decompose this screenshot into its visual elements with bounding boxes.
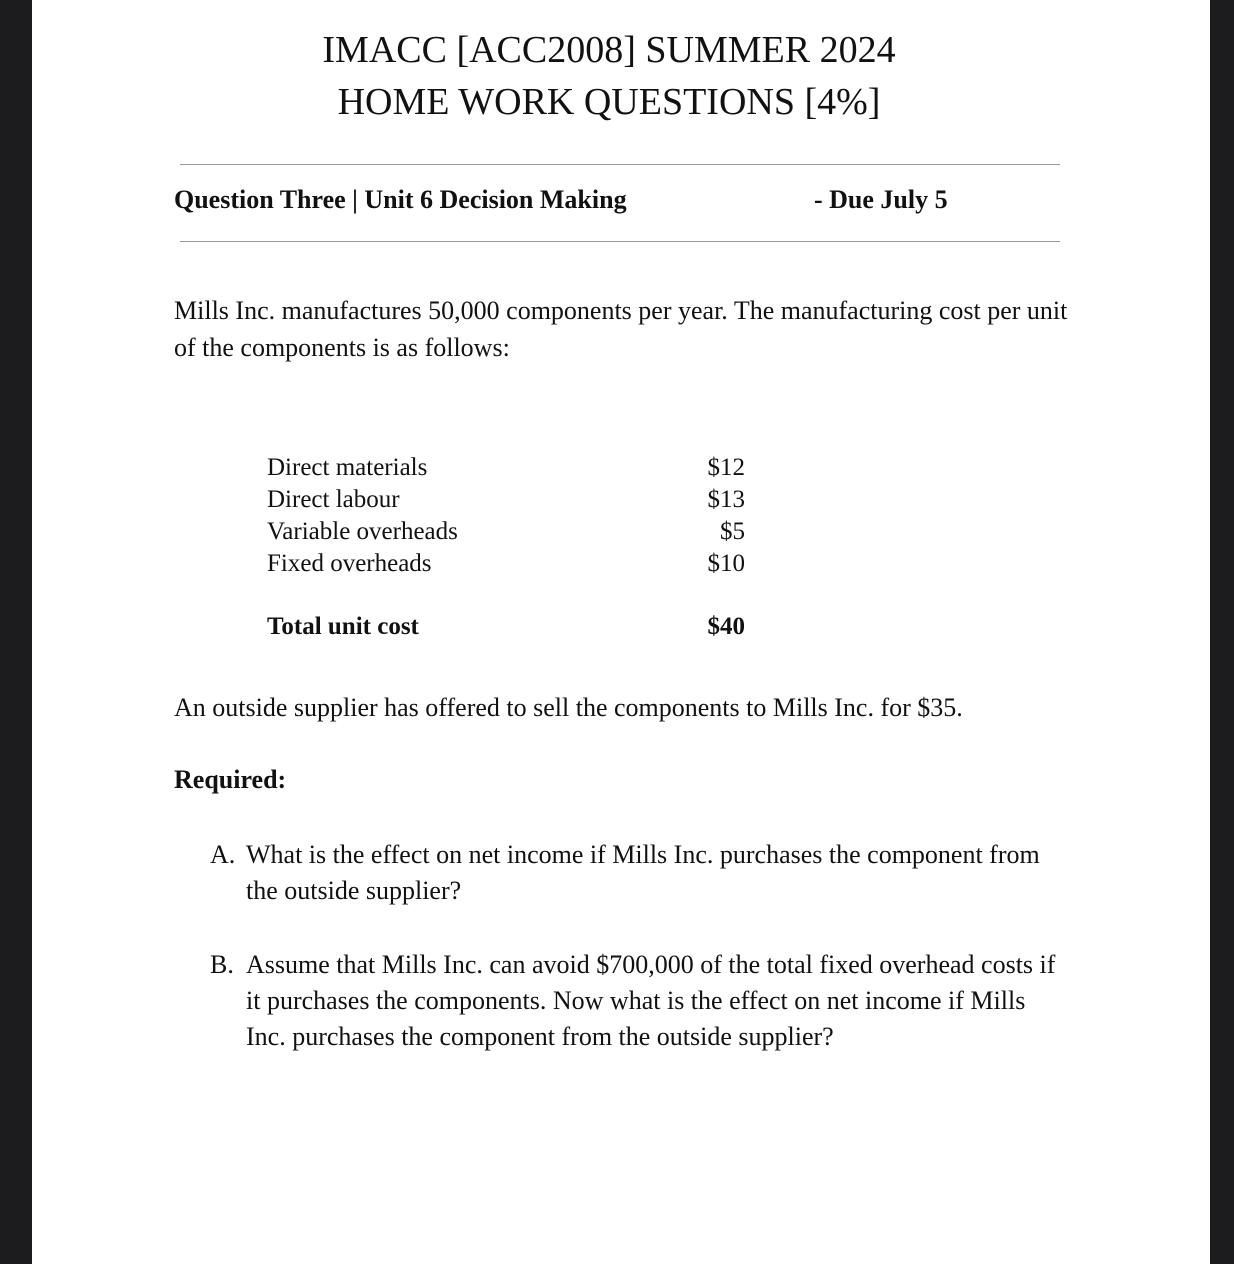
- cost-label: Direct materials: [267, 454, 428, 481]
- due-date: - Due July 5: [814, 185, 948, 214]
- question-text: What is the effect on net income if Mills Inc. purchases the component from the outside supplier?: [246, 840, 1040, 905]
- total-cost-label: Total unit cost: [267, 613, 419, 640]
- document-page: [32, 0, 1210, 1264]
- total-cost-value: $40: [707, 613, 745, 640]
- offer-paragraph: An outside supplier has offered to sell the components to Mills Inc. for $35.: [174, 693, 963, 722]
- required-heading: Required:: [174, 765, 287, 794]
- cost-value: $13: [707, 486, 745, 513]
- question-letter: B.: [210, 950, 234, 979]
- intro-paragraph: Mills Inc. manufactures 50,000 components per year. The manufacturing cost per unit of the components is as follows:: [174, 296, 1068, 362]
- bottom-divider: [180, 241, 1060, 242]
- page-subtitle: HOME WORK QUESTIONS [4%]: [337, 81, 881, 123]
- cost-value: $10: [707, 550, 745, 577]
- cost-label: Direct labour: [267, 486, 400, 513]
- question-heading: Question Three | Unit 6 Decision Making: [174, 185, 627, 214]
- cost-value: $12: [707, 454, 745, 481]
- top-divider: [180, 164, 1060, 165]
- cost-label: Fixed overheads: [267, 550, 432, 577]
- question-letter: A.: [210, 840, 236, 869]
- page-title: IMACC [ACC2008] SUMMER 2024: [322, 29, 896, 71]
- cost-value: $5: [720, 518, 745, 545]
- question-text: Assume that Mills Inc. can avoid $700,000 of the total fixed overhead costs if it purchases the components. Now what is the effect on net income if Mills Inc. purchases the component from the outside supplier?: [246, 950, 1056, 1051]
- cost-label: Variable overheads: [267, 518, 458, 545]
